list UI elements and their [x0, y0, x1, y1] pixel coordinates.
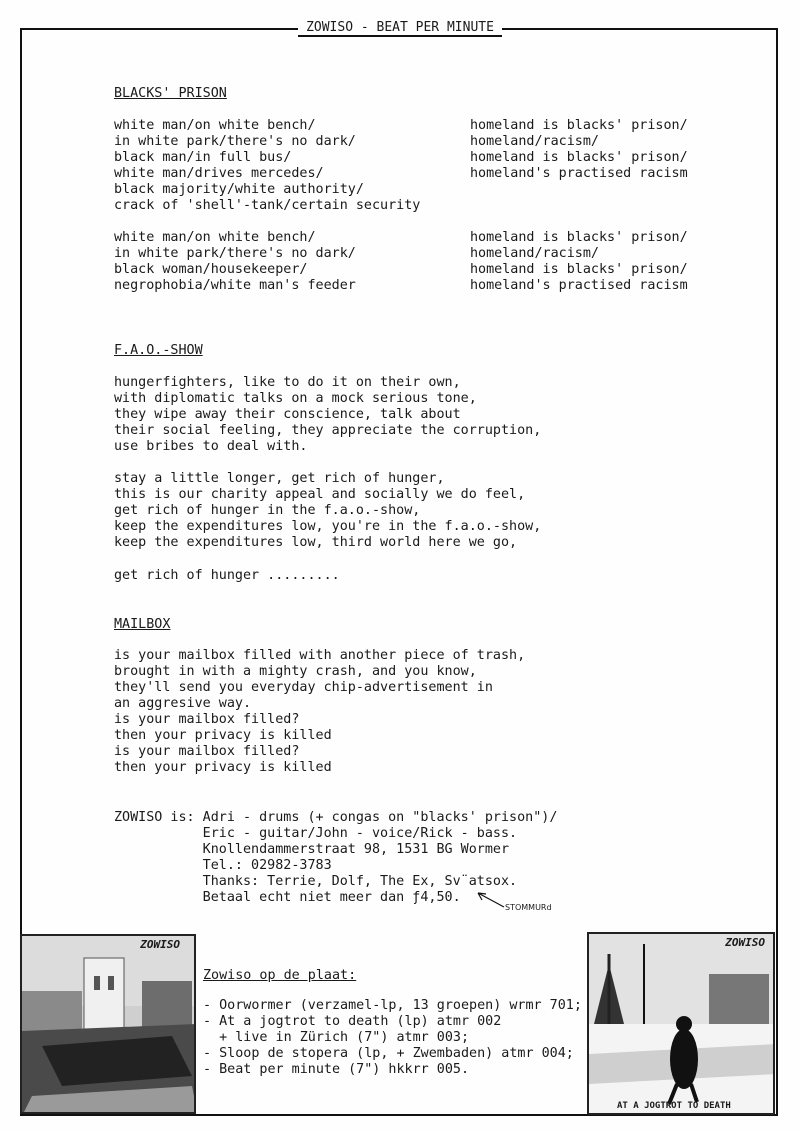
- discography-title: Zowiso op de plaat:: [203, 968, 357, 983]
- song-title-blacks-prison: BLACKS' PRISON: [114, 86, 227, 101]
- fao-stanza-2: stay a little longer, get rich of hunger, this is our charity appeal and socially we do feel, get rich of hunger in the f.a.o.-show, keep the expenditures low, you're in the f.a.o.-show, keep the expenditures low, third world here we go,: [114, 471, 542, 550]
- song-title-mailbox: MAILBOX: [114, 617, 171, 632]
- right-cover-label: ZOWISO: [725, 936, 765, 949]
- handwritten-note: STOMMURd: [505, 903, 552, 912]
- discography-list: - Oorwormer (verzamel-lp, 13 groepen) wrmr 701; - At a jogtrot to death (lp) atmr 002 + live in Zürich (7") atmr 003; - Sloop de stopera (lp, + Zwembaden) atmr 004; - Beat per minute (7") hkkrr 005.: [203, 998, 582, 1077]
- fao-stanza-3: get rich of hunger .........: [114, 568, 340, 583]
- fao-stanza-1: hungerfighters, like to do it on their own, with diplomatic talks on a mock serious tone, they wipe away their conscience, talk about their social feeling, they appreciate the corruption, use bribes to deal with.: [114, 375, 542, 454]
- verse-2-left: white man/on white bench/ in white park/there's no dark/ black woman/housekeeper/ negrophobia/white man's feeder: [114, 230, 356, 293]
- right-cover-caption: AT A JOGTROT TO DEATH: [617, 1101, 731, 1111]
- album-cover-left: [20, 934, 196, 1114]
- verse-2-right: homeland is blacks' prison/ homeland/racism/ homeland is blacks' prison/ homeland's practised racism: [470, 230, 688, 293]
- mailbox-stanza: is your mailbox filled with another piece of trash, brought in with a mighty crash, and you know, they'll send you everyday chip-advertisement in an aggresive way. is your mailbox filled? then your privacy is killed is your mailbox filled? then your privacy is killed: [114, 648, 526, 775]
- verse-1-left: white man/on white bench/ in white park/there's no dark/ black man/in full bus/ white man/drives mercedes/ black majority/white authority/ crack of 'shell'-tank/certain security: [114, 118, 421, 213]
- verse-1-right: homeland is blacks' prison/ homeland/racism/ homeland is blacks' prison/ homeland's practised racism: [470, 118, 688, 181]
- arrow-icon: [474, 890, 508, 910]
- left-cover-label: ZOWISO: [140, 938, 180, 951]
- album-cover-right: [587, 932, 775, 1115]
- page-header: ZOWISO - BEAT PER MINUTE: [0, 16, 800, 35]
- band-credits: ZOWISO is: Adri - drums (+ congas on "blacks' prison")/ Eric - guitar/John - voice/Rick - bass. Knollendammerstraat 98, 1531 BG Wormer Tel.: 02982-3783 Thanks: Terrie, Dolf, The Ex, Sv¨atsox. Betaal echt niet meer dan ƒ4,50.: [114, 810, 558, 905]
- song-title-fao-show: F.A.O.-SHOW: [114, 343, 203, 358]
